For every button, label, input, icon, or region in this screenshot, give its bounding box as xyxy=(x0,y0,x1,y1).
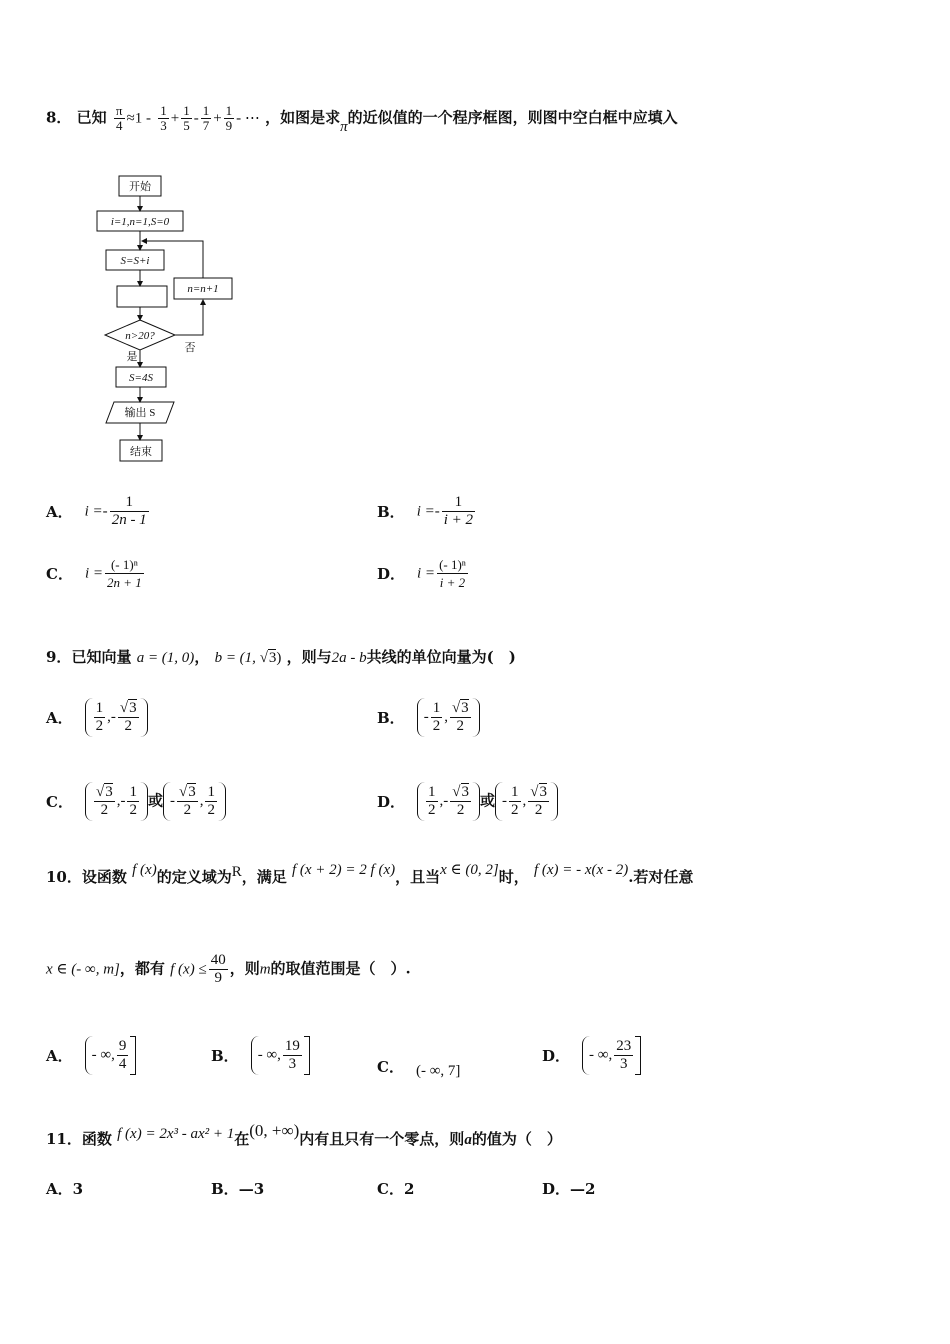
q11-option-c[interactable]: C．2 xyxy=(377,1180,415,1198)
q9-option-c[interactable]: C． $\frac{√3}{2}$ ,- $\frac{1}{2}$ 或 - $\frac{√3}{2}$ , $\frac{1}{2}$ xyxy=(46,782,226,821)
flow-inc-text: n=n+1 xyxy=(187,283,219,295)
q10-stem-line1: 10．设函数 f (x)的定义域为R，满足 f (x + 2) = 2 f (x)，且当x ∈ (0, 2]时， f (x) = - x(x - 2).若对任意 xyxy=(46,862,694,886)
q10-option-a[interactable]: A． - ∞, $\frac{9}{4}$ xyxy=(46,1036,136,1075)
q11-stem: 11．函数 f (x) = 2x³ - ax² + 1在(0, +∞)内有且只有一个零点，则a的值为（ ） xyxy=(46,1121,562,1148)
q8-option-d[interactable]: D． i = $\frac{\text{(- 1)ⁿ}}{i + 2}$ xyxy=(377,557,466,590)
q9-stem: 9．已知向量 a = (1, 0)， b = (1, √3) ，则与2a - b共线的单位向量为( ) xyxy=(46,648,516,666)
q9-option-b[interactable]: B． - $\frac{1}{2}$ , $\frac{√3}{2}$ xyxy=(377,698,480,737)
q11-option-b[interactable]: B．—3 xyxy=(211,1180,265,1198)
q8-option-c[interactable]: C． i = $\frac{\text{(- 1)ⁿ}}{2n + 1}$ xyxy=(46,557,142,590)
q11-option-d[interactable]: D．—2 xyxy=(542,1180,596,1198)
flow-init-text: i=1,n=1,S=0 xyxy=(110,216,170,228)
q8-option-a[interactable]: A． i =- $\frac{1}{2n - 1}$ xyxy=(46,494,147,528)
q9-option-a[interactable]: A． $\frac{1}{2}$ ,- $\frac{√3}{2}$ xyxy=(46,698,148,737)
q9-option-d[interactable]: D． $\frac{1}{2}$ ,- $\frac{√3}{2}$ 或 - $\frac{1}{2}$ , $\frac{√3}{2}$ xyxy=(377,782,558,821)
q8-number: 8． xyxy=(46,108,72,127)
q10-option-b[interactable]: B． - ∞, $\frac{19}{3}$ xyxy=(211,1036,310,1075)
q10-stem-line2: x ∈ (- ∞, m]，都有 f (x) ≤ $\frac{40}{9}$ ，则m的取值范围是（ ）. xyxy=(46,952,411,986)
flow-sum-text: S=S+i xyxy=(120,255,150,267)
flow-mult-text: S=4S xyxy=(129,372,153,384)
flow-cond-text: n>20? xyxy=(125,330,155,342)
q8-stem: 8． 已知 $\frac{\pi}{4}$ ≈1 - $\frac{1}{3}$ + $\frac{1}{5}$ - $\frac{1}{7}$ + $\frac{1}{9}$ - ⋯ ，如图是求π的近似值的一个程序框图，则图中空白框中应填入 xyxy=(46,103,678,135)
flowchart xyxy=(90,170,250,470)
q11-option-a[interactable]: A．3 xyxy=(46,1180,84,1198)
flow-output-text: 输出 S xyxy=(124,407,156,419)
flow-yes-text: 是 xyxy=(126,351,138,363)
q8-option-b[interactable]: B． i =- $\frac{1}{i + 2}$ xyxy=(377,494,474,528)
q10-option-c[interactable]: C． (- ∞, 7] xyxy=(377,1058,461,1079)
flow-start-text: 开始 xyxy=(129,181,151,193)
flow-end-text: 结束 xyxy=(130,446,152,458)
flow-blank-box xyxy=(117,286,167,307)
q10-option-d[interactable]: D． - ∞, $\frac{23}{3}$ xyxy=(542,1036,641,1075)
pi-over-4: $\frac{\pi}{4}$ xyxy=(115,103,123,133)
flow-no-text: 否 xyxy=(184,342,196,354)
